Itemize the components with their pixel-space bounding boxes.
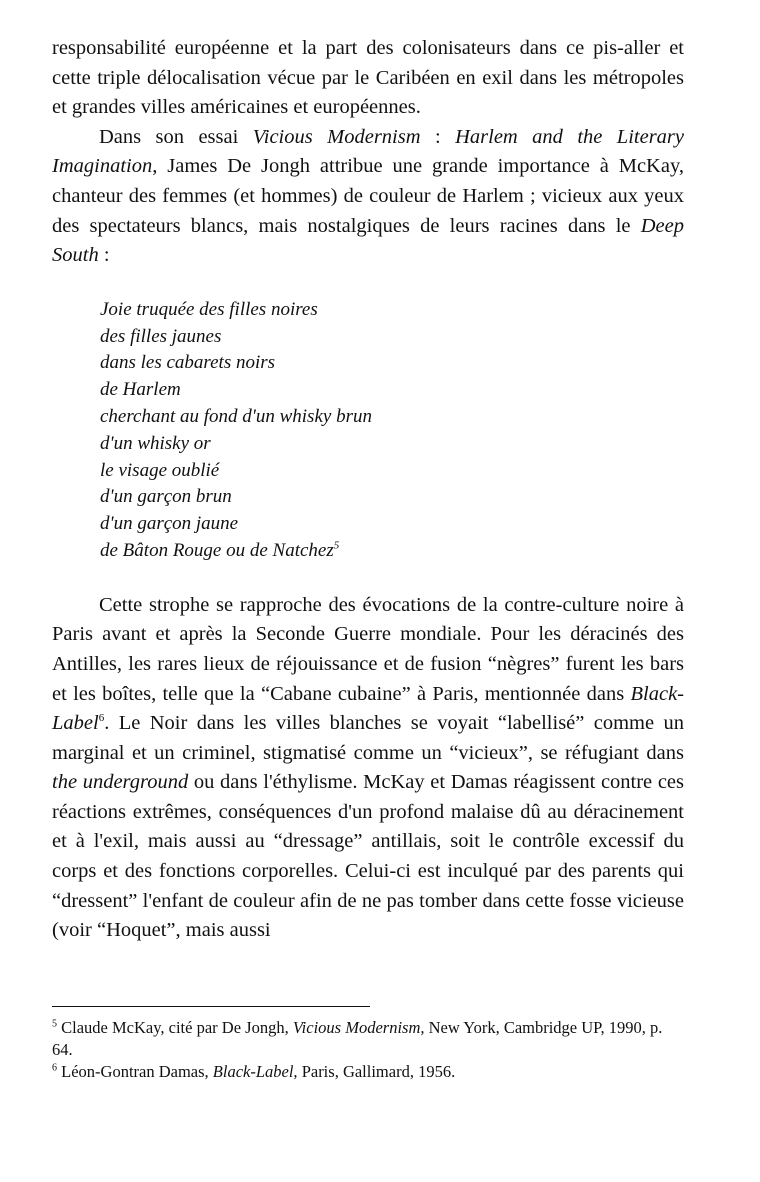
verse-line (100, 538, 684, 565)
footnote-6 (52, 1061, 684, 1083)
verse-line (100, 297, 684, 324)
text-run: Cette strophe se rapproche des évocations de la contre-culture noire à Paris avant et après la Seconde Guerre mondiale. Pour les déracinés des Antilles, les rares lieux de réjouissance et de fusion “nègres” furent les bars et les boîtes, telle que la “Cabane cubaine” à Paris, mentionnée dans (52, 593, 684, 705)
verse-line-text: des filles jaunes (100, 325, 222, 347)
text-run: : (420, 125, 456, 148)
footnote-divider (52, 1006, 370, 1007)
document-page (52, 34, 684, 1083)
text-run: responsabilité européenne et la part des colonisateurs dans ce pis-aller et cette triple délocalisation vécue par le Caribéen en exil dans les métropoles et grandes villes américaines et européennes. (52, 37, 684, 119)
footnote-ref: 5 (333, 539, 340, 552)
verse-line-text: cherchant au fond d'un whisky brun (100, 405, 372, 427)
verse-line (100, 511, 684, 538)
verse-line-text: de Harlem (100, 379, 181, 401)
footnote-number: 5 (52, 1018, 57, 1030)
italic-text: Black-Label, (212, 1062, 298, 1082)
italic-text: the underground (52, 771, 189, 794)
italic-text: Vicious Modernism, (292, 1017, 425, 1037)
verse-line-text: dans les cabarets noirs (100, 352, 276, 374)
paragraph-2 (52, 123, 684, 271)
verse-line-text: de Bâton Rouge ou de Natchez (100, 539, 334, 561)
verse-line-text: d'un garçon jaune (100, 513, 239, 535)
text-run: , James De Jongh attribue une grande importance à McKay, chanteur des femmes (et hommes) de couleur de Harlem ; vicieux aux yeux des spectateurs blancs, mais nostalgiques de leurs racines dans le (52, 155, 684, 237)
verse-line-text: d'un whisky or (100, 432, 211, 454)
italic-text: Black-Label (52, 682, 684, 735)
text-run: Léon-Gontran Damas, (57, 1062, 213, 1082)
verse-line-text: d'un garçon brun (100, 486, 232, 508)
text-run: New York, Cambridge UP, 1990, p. 64. (52, 1017, 663, 1060)
verse-line (100, 350, 684, 377)
text-run: . Le Noir dans les villes blanches se voyait “labellisé” comme un marginal et un criminel, stigmatisé comme un “vicieux”, se réfugiant dans (52, 712, 684, 764)
verse-line (100, 458, 684, 485)
text-run: ou dans l'éthylisme. McKay et Damas réagissent contre ces réactions extrêmes, conséquences d'un profond malaise dû au déracinement et à l'exil, mais aussi au “dressage” antillais, soit le contrôle excessif du corps et des fonctions corporelles. Celui-ci est inculqué par des parents qui “dressent” l'enfant de couleur afin de ne pas tomber dans cette fosse vicieuse (voir “Hoquet”, mais aussi (52, 771, 684, 942)
verse-line (100, 377, 684, 404)
paragraph-1 (52, 34, 684, 123)
text-run: Dans son essai (99, 125, 253, 148)
footnote-ref: 6 (98, 712, 105, 725)
verse-line (100, 484, 684, 511)
verse-quote (100, 297, 684, 565)
verse-line-text: Joie truquée des filles noires (100, 298, 318, 320)
footnotes (52, 1017, 684, 1084)
text-run: : (98, 244, 110, 267)
verse-line-text: le visage oublié (100, 459, 220, 481)
footnote-5 (52, 1017, 684, 1061)
verse-line (100, 324, 684, 351)
italic-text: Deep South (52, 214, 684, 267)
verse-line (100, 404, 684, 431)
verse-line (100, 431, 684, 458)
italic-text: Harlem and the Literary Imagination (52, 125, 684, 178)
paragraph-3 (52, 591, 684, 946)
italic-text: Vicious Modernism (252, 125, 421, 148)
footnote-number: 6 (52, 1062, 57, 1074)
text-run: Claude McKay, cité par De Jongh, (57, 1017, 293, 1037)
text-run: Paris, Gallimard, 1956. (297, 1062, 456, 1082)
